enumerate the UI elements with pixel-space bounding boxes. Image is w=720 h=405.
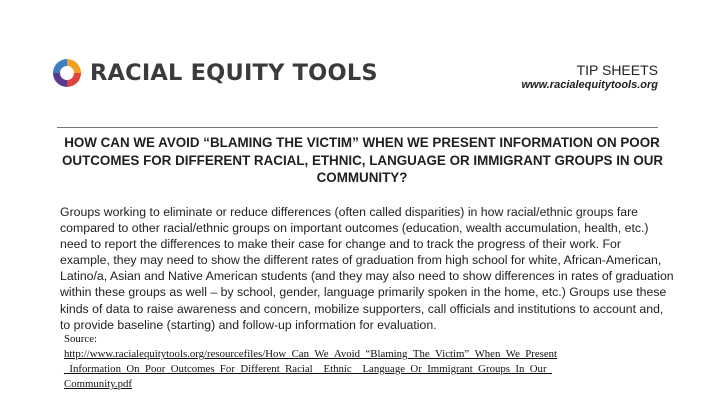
body-line: to provide baseline (starting) and follow-up information for evaluation. bbox=[60, 317, 437, 332]
header-divider bbox=[57, 127, 658, 128]
source-link[interactable] bbox=[64, 347, 557, 392]
body-line: example, they may need to show the different rates of graduation from high school for white, African-American, bbox=[60, 253, 662, 268]
heading-line: HOW CAN WE AVOID “BLAMING THE VICTIM” WHEN WE PRESENT INFORMATION ON POOR bbox=[64, 135, 660, 150]
source-citation bbox=[64, 332, 557, 392]
body-line: Latino/a, Asian and Native American students (and they may also need to show differences in rates of graduation bbox=[60, 269, 674, 284]
racial-equity-tools-logo-icon bbox=[50, 56, 84, 90]
page-heading bbox=[62, 134, 662, 187]
source-label: Source: bbox=[64, 333, 97, 345]
heading-line: COMMUNITY? bbox=[316, 170, 408, 185]
logo-wordmark: RACIAL EQUITY TOOLS bbox=[90, 60, 378, 86]
heading-line: OUTCOMES FOR DIFFERENT RACIAL, ETHNIC, LANGUAGE OR IMMIGRANT GROUPS IN OUR bbox=[62, 152, 664, 168]
body-line: compared to other racial/ethnic groups on important outcomes (education, wealth accumulation, health, etc.) bbox=[60, 221, 649, 236]
source-link-line[interactable]: Community.pdf bbox=[64, 378, 132, 390]
tip-sheets-label: TIP SHEETS bbox=[576, 62, 658, 78]
body-paragraph bbox=[60, 204, 680, 333]
body-line: kinds of data to raise awareness and concern, mobilize supporters, call officials and institutions to account and, bbox=[60, 301, 664, 316]
body-line: within these groups as well – by school, gender, language primarily spoken in the home, etc.) Groups use these bbox=[60, 285, 667, 300]
source-link-line[interactable]: http://www.racialequitytools.org/resourcefiles/How_Can_We_Avoid_“Blaming_The_Victim”_When_We_Present bbox=[64, 348, 558, 360]
source-link-line[interactable]: _Information_On_Poor_Outcomes_For_Different_Racial__Ethnic__Language_Or_Immigrant_Groups_In_Our_ bbox=[64, 363, 552, 375]
body-line: need to report the differences to make their case for change and to track the progress of their work. For bbox=[60, 237, 621, 252]
body-line: Groups working to eliminate or reduce differences (often called disparities) in how racial/ethnic groups fare bbox=[60, 205, 639, 219]
website-url: www.racialequitytools.org bbox=[521, 79, 658, 91]
